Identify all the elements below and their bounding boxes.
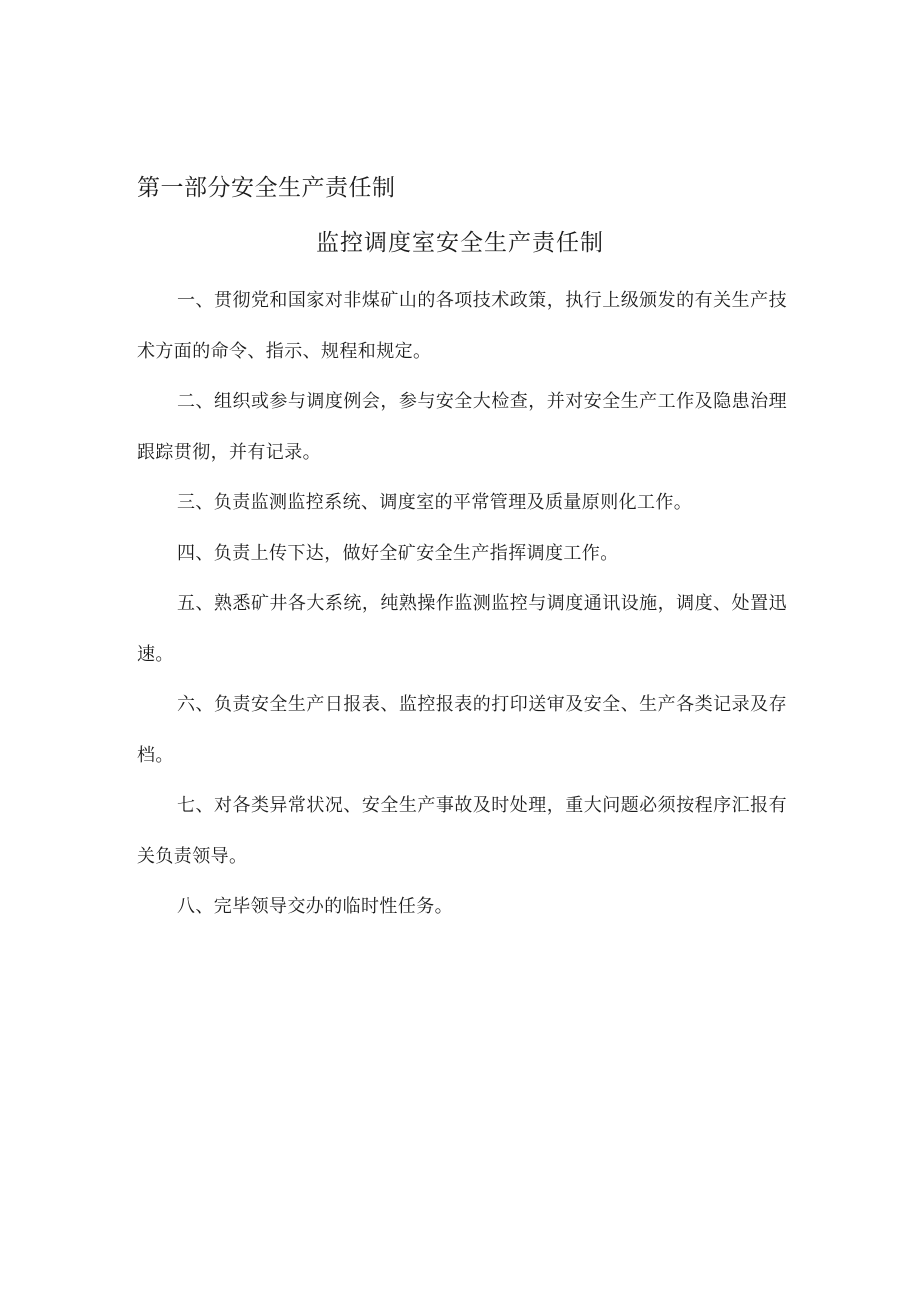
paragraph-8: 八、完毕领导交办的临时性任务。 — [177, 896, 453, 917]
paragraph-7: 七、对各类异常状况、安全生产事故及时处理，重大问题必须按程序汇报有关负责领导。 — [137, 795, 787, 867]
part-title: 第一部分安全生产责任制 — [137, 175, 396, 201]
paragraph-1: 一、贯彻党和国家对非煤矿山的各项技术政策，执行上级颁发的有关生产技术方面的命令、指示、规程和规定。 — [137, 290, 787, 362]
document-title: 监控调度室安全生产责任制 — [316, 230, 604, 256]
paragraph-2: 二、组织或参与调度例会，参与安全大检查，并对安全生产工作及隐患治理跟踪贯彻，并有记录。 — [137, 391, 787, 463]
paragraph-5: 五、熟悉矿井各大系统，纯熟操作监测监控与调度通讯设施，调度、处置迅速。 — [137, 593, 787, 665]
paragraph-6: 六、负责安全生产日报表、监控报表的打印送审及安全、生产各类记录及存档。 — [137, 694, 787, 766]
document-body — [137, 276, 787, 933]
paragraph-4: 四、负责上传下达，做好全矿安全生产指挥调度工作。 — [177, 542, 619, 564]
paragraph-3: 三、负责监测监控系统、调度室的平常管理及质量原则化工作。 — [177, 492, 693, 513]
